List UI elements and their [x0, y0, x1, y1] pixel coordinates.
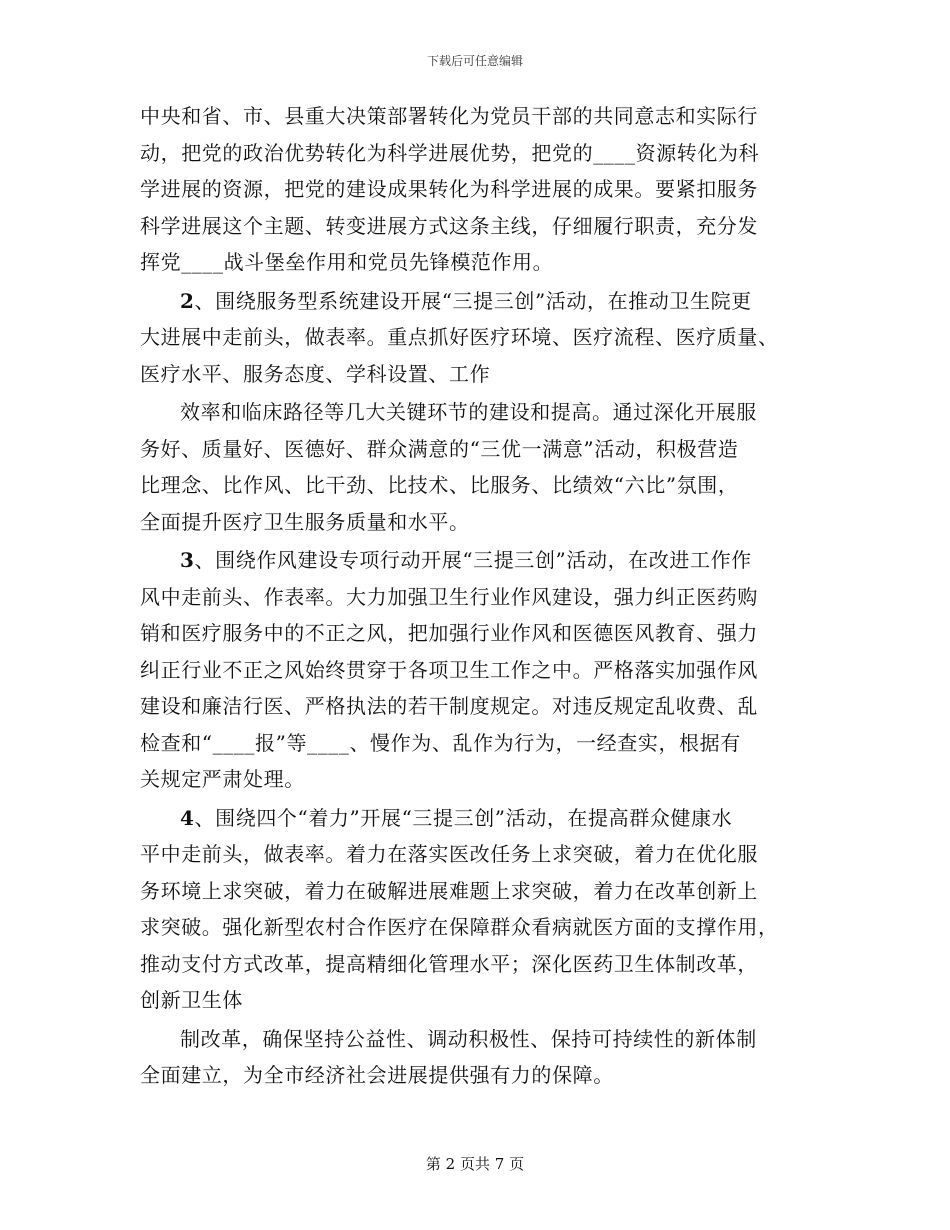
page-footer: 第 2 页共 7 页: [425, 1155, 525, 1173]
text-line: 务好、质量好、医德好、群众满意的“三优一满意”活动，积极营造: [140, 436, 739, 461]
text-line: 挥党____战斗堡垒作用和党员先锋模范作用。: [140, 250, 554, 274]
text-line: 效率和临床路径等几大关键环节的建设和提高。通过深化开展服: [180, 400, 757, 424]
item-number: 2: [180, 288, 195, 313]
text-line: 科学进展这个主题、转变进展方式这条主线，仔细履行职责，充分发: [140, 213, 758, 238]
text-line: 动，把党的政治优势转化为科学进展优势，把党的____资源转化为科: [140, 140, 760, 165]
text-line-content: 、围绕服务型系统建设开展“三提三创”活动，在推动卫生院更: [194, 288, 752, 313]
text-line: 制改革，确保坚持公益性、调动积极性、保持可持续性的新体制: [180, 1026, 757, 1051]
text-line: 全面建立，为全市经济社会进展提供强有力的保障。: [140, 1063, 614, 1087]
text-line: 求突破。强化新型农村合作医疗在保障群众看病就医方面的支撑作用，: [140, 915, 779, 939]
paragraph-item-2: [140, 283, 812, 393]
text-line: [140, 800, 812, 837]
paragraph-continuation: [140, 98, 812, 281]
paragraph: [140, 394, 812, 540]
text-line: [140, 283, 812, 320]
text-line-content: 、围绕作风建设专项行动开展“三提三创”活动，在改进工作作: [194, 548, 752, 572]
text-line: 销和医疗服务中的不正之风，把加强行业作风和医德医风教育、强力: [140, 621, 758, 645]
text-line: 大进展中走前头，做表率。重点抓好医疗环境、医疗流程、医疗质量、: [140, 325, 779, 349]
paragraph: [140, 1021, 812, 1094]
page-header: 下载后可任意编辑: [426, 54, 523, 68]
text-line: 学进展的资源，把党的建设成果转化为科学进展的成果。要紧扣服务: [140, 177, 758, 201]
text-line: 中央和省、市、县重大决策部署转化为党员干部的共同意志和实际行: [140, 104, 758, 128]
text-line: 纠正行业不正之风始终贯穿于各项卫生工作之中。严格落实加强作风: [140, 657, 758, 682]
text-line: 创新卫生体: [140, 988, 243, 1012]
text-line: 关规定严肃处理。: [140, 767, 305, 791]
item-number: 3: [180, 548, 195, 572]
document-body: [140, 98, 812, 1094]
text-line: 比理念、比作风、比干劲、比技术、比服务、比绩效“六比”氛围，: [140, 473, 739, 497]
item-number: 4: [180, 805, 195, 830]
text-line: 风中走前头、作表率。大力加强卫生行业作风建设，强力纠正医药购: [140, 584, 758, 609]
text-line: 全面提升医疗卫生服务质量和水平。: [140, 509, 470, 534]
text-line-content: 、围绕四个“着力”开展“三提三创”活动，在提高群众健康水: [194, 805, 733, 830]
text-line: 推动支付方式改革，提高精细化管理水平；深化医药卫生体制改革，: [140, 951, 758, 976]
paragraph-item-4: [140, 800, 812, 1019]
text-line: 平中走前头，做表率。着力在落实医改任务上求突破，着力在优化服: [140, 842, 758, 866]
text-line: 务环境上求突破，着力在破解进展难题上求突破，着力在改革创新上: [140, 878, 758, 903]
text-line: 建设和廉洁行医、严格执法的若干制度规定。对违反规定乱收费、乱: [140, 694, 758, 718]
text-line: 医疗水平、服务态度、学科设置、工作: [140, 361, 491, 386]
text-line: [140, 542, 812, 579]
paragraph-item-3: [140, 542, 812, 798]
text-line: 检查和“____报”等____、慢作为、乱作为行为，一经查实，根据有: [140, 730, 741, 755]
